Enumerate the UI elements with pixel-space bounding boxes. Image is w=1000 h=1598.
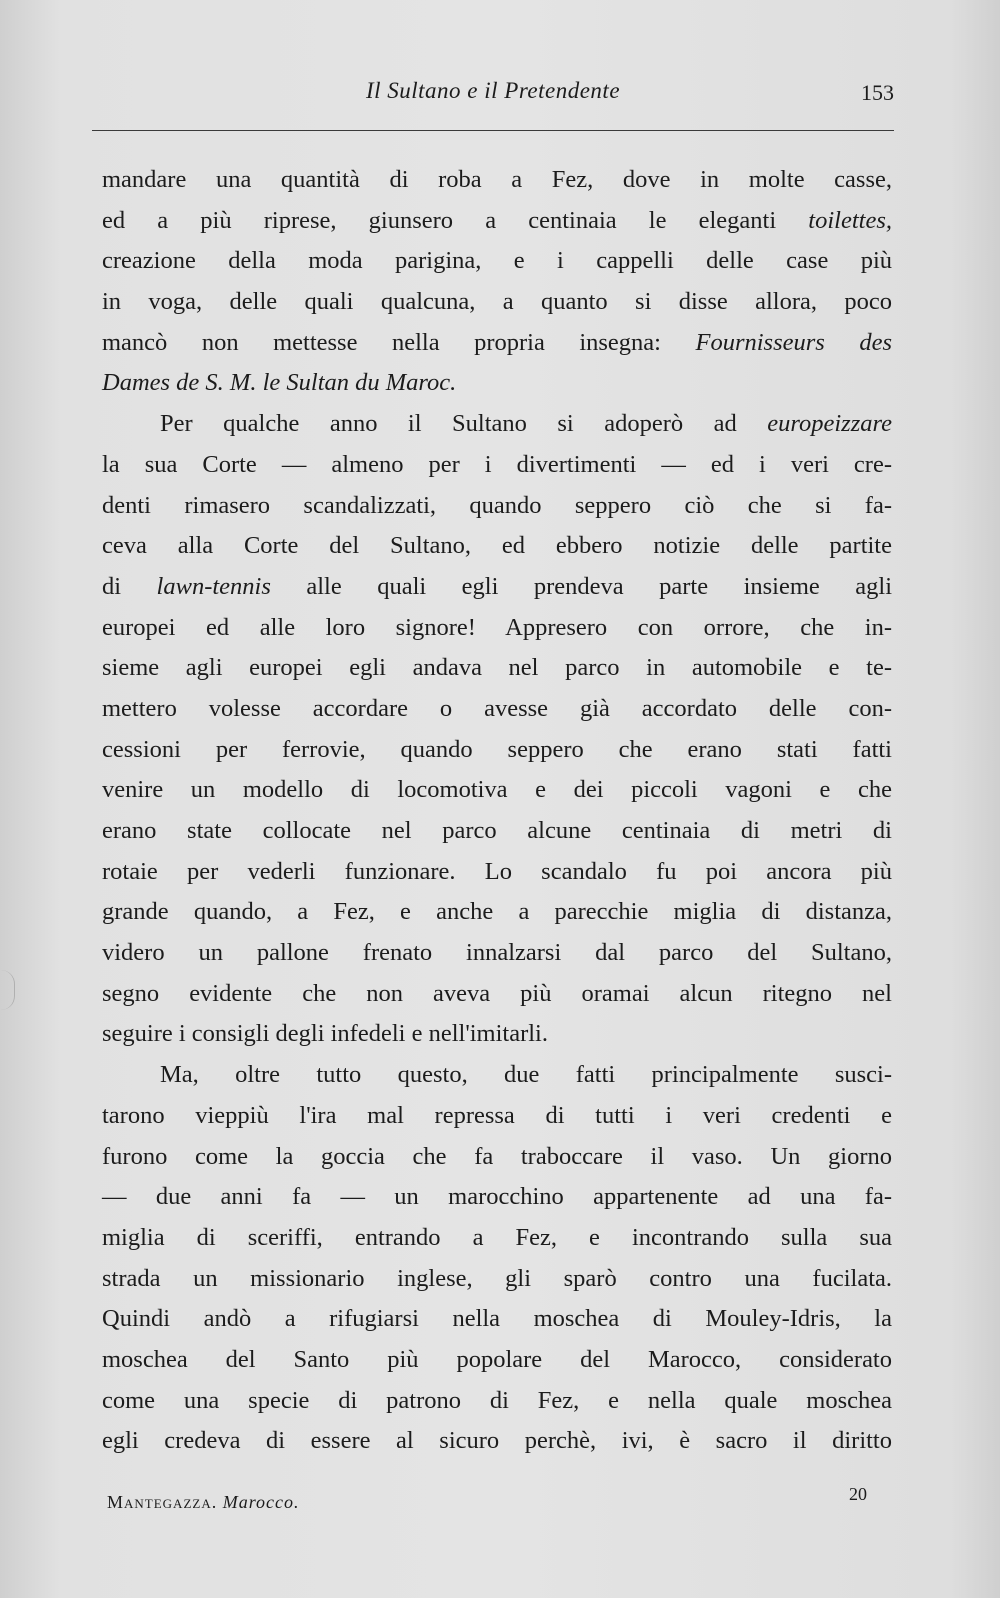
text-run: miglia di sceriffi, entrando a Fez, e incontrando sulla sua bbox=[102, 1223, 892, 1251]
body-text bbox=[102, 160, 892, 1462]
text-run: mancò non mettesse nella propria insegna: bbox=[102, 328, 696, 356]
text-line bbox=[102, 201, 892, 242]
text-line bbox=[102, 1096, 892, 1137]
text-run: in voga, delle quali qualcuna, a quanto si disse allora, poco bbox=[102, 288, 892, 316]
italic-text-run: Dames de S. M. le Sultan du Maroc. bbox=[102, 369, 457, 397]
footer-author: Mantegazza. bbox=[107, 1492, 218, 1512]
text-line bbox=[102, 160, 892, 201]
text-line bbox=[102, 567, 892, 608]
text-line bbox=[102, 1218, 892, 1259]
text-run: Per qualche anno il Sultano si adoperò ad bbox=[160, 410, 768, 438]
text-run: moschea del Santo più popolare del Marocco, considerato bbox=[102, 1345, 892, 1373]
text-line bbox=[102, 404, 892, 445]
text-run: cessioni per ferrovie, quando seppero che erano stati fatti bbox=[102, 735, 892, 763]
text-line bbox=[102, 770, 892, 811]
text-line bbox=[102, 526, 892, 567]
text-run: strada un missionario inglese, gli sparò contro una fucilata. bbox=[102, 1264, 892, 1292]
text-run: alle quali egli prendeva parte insieme agli bbox=[270, 572, 893, 600]
text-line bbox=[102, 811, 892, 852]
sheet-signature-number: 20 bbox=[849, 1484, 867, 1504]
text-run: denti rimasero scandalizzati, quando seppero ciò che si fa- bbox=[102, 491, 892, 519]
text-run: videro un pallone frenato innalzarsi dal parco del Sultano, bbox=[102, 939, 892, 967]
text-run: ed a più riprese, giunsero a centinaia le eleganti bbox=[102, 206, 809, 234]
text-run: rotaie per vederli funzionare. Lo scandalo fu poi ancora più bbox=[102, 857, 892, 885]
text-line bbox=[102, 282, 892, 323]
text-run: europei ed alle loro signore! Appresero con orrore, che in- bbox=[102, 613, 892, 641]
text-run: ceva alla Corte del Sultano, ed ebbero notizie delle partite bbox=[102, 532, 892, 560]
running-head bbox=[92, 78, 894, 114]
text-run: Quindi andò a rifugiarsi nella moschea di Mouley-Idris, la bbox=[102, 1305, 892, 1333]
text-run: furono come la goccia che fa traboccare il vaso. Un giorno bbox=[102, 1142, 892, 1170]
italic-text-run: europeizzare bbox=[767, 410, 892, 438]
header-rule bbox=[92, 130, 894, 131]
text-run: creazione della moda parigina, e i cappelli delle case più bbox=[102, 247, 892, 275]
running-title: Il Sultano e il Pretendente bbox=[365, 78, 621, 103]
text-line bbox=[102, 1259, 892, 1300]
italic-text-run: Fournisseurs des bbox=[695, 328, 892, 356]
italic-text-run: lawn-tennis bbox=[156, 572, 271, 600]
text-line bbox=[102, 852, 892, 893]
text-line bbox=[102, 974, 892, 1015]
italic-text-run: toilettes, bbox=[808, 206, 892, 234]
text-line bbox=[102, 608, 892, 649]
text-line bbox=[102, 1421, 892, 1462]
text-line bbox=[102, 445, 892, 486]
text-line bbox=[102, 933, 892, 974]
margin-mark bbox=[0, 970, 15, 1010]
text-run: segno evidente che non aveva più oramai alcun ritegno nel bbox=[102, 979, 892, 1007]
text-line bbox=[102, 1381, 892, 1422]
text-run: mandare una quantità di roba a Fez, dove in molte casse, bbox=[102, 166, 892, 193]
text-run: di bbox=[102, 572, 157, 600]
text-line bbox=[102, 1055, 892, 1096]
text-line bbox=[102, 1137, 892, 1178]
text-run: venire un modello di locomotiva e dei piccoli vagoni e che bbox=[102, 776, 892, 804]
text-run: sieme agli europei egli andava nel parco in automobile e te- bbox=[102, 654, 892, 682]
page-footer bbox=[107, 1484, 867, 1522]
text-line bbox=[102, 1014, 892, 1055]
text-run: come una specie di patrono di Fez, e nella quale moschea bbox=[102, 1386, 892, 1414]
text-line bbox=[102, 689, 892, 730]
footer-book: Marocco. bbox=[222, 1492, 300, 1512]
text-line bbox=[102, 1299, 892, 1340]
text-line bbox=[102, 730, 892, 771]
text-run: Ma, oltre tutto questo, due fatti principalmente susci- bbox=[160, 1061, 892, 1089]
text-run: tarono vieppiù l'ira mal repressa di tutti i veri credenti e bbox=[102, 1101, 892, 1129]
text-run: grande quando, a Fez, e anche a parecchie miglia di distanza, bbox=[102, 898, 892, 926]
text-run: mettero volesse accordare o avesse già accordato delle con- bbox=[102, 694, 892, 722]
text-run: egli credeva di essere al sicuro perchè, ivi, è sacro il diritto bbox=[102, 1427, 892, 1455]
text-line bbox=[102, 363, 892, 404]
text-line bbox=[102, 892, 892, 933]
signature-line bbox=[107, 1492, 300, 1513]
text-line bbox=[102, 486, 892, 527]
text-line bbox=[102, 1177, 892, 1218]
text-run: erano state collocate nel parco alcune centinaia di metri di bbox=[102, 817, 892, 844]
text-run: la sua Corte — almeno per i divertimenti — ed i veri cre- bbox=[102, 450, 892, 478]
text-line bbox=[102, 241, 892, 282]
text-run: — due anni fa — un marocchino appartenente ad una fa- bbox=[102, 1183, 892, 1211]
text-run: seguire i consigli degli infedeli e nell'imitarli. bbox=[102, 1020, 548, 1048]
page-number: 153 bbox=[861, 80, 894, 105]
text-line bbox=[102, 1340, 892, 1381]
text-line bbox=[102, 648, 892, 689]
text-line bbox=[102, 323, 892, 364]
